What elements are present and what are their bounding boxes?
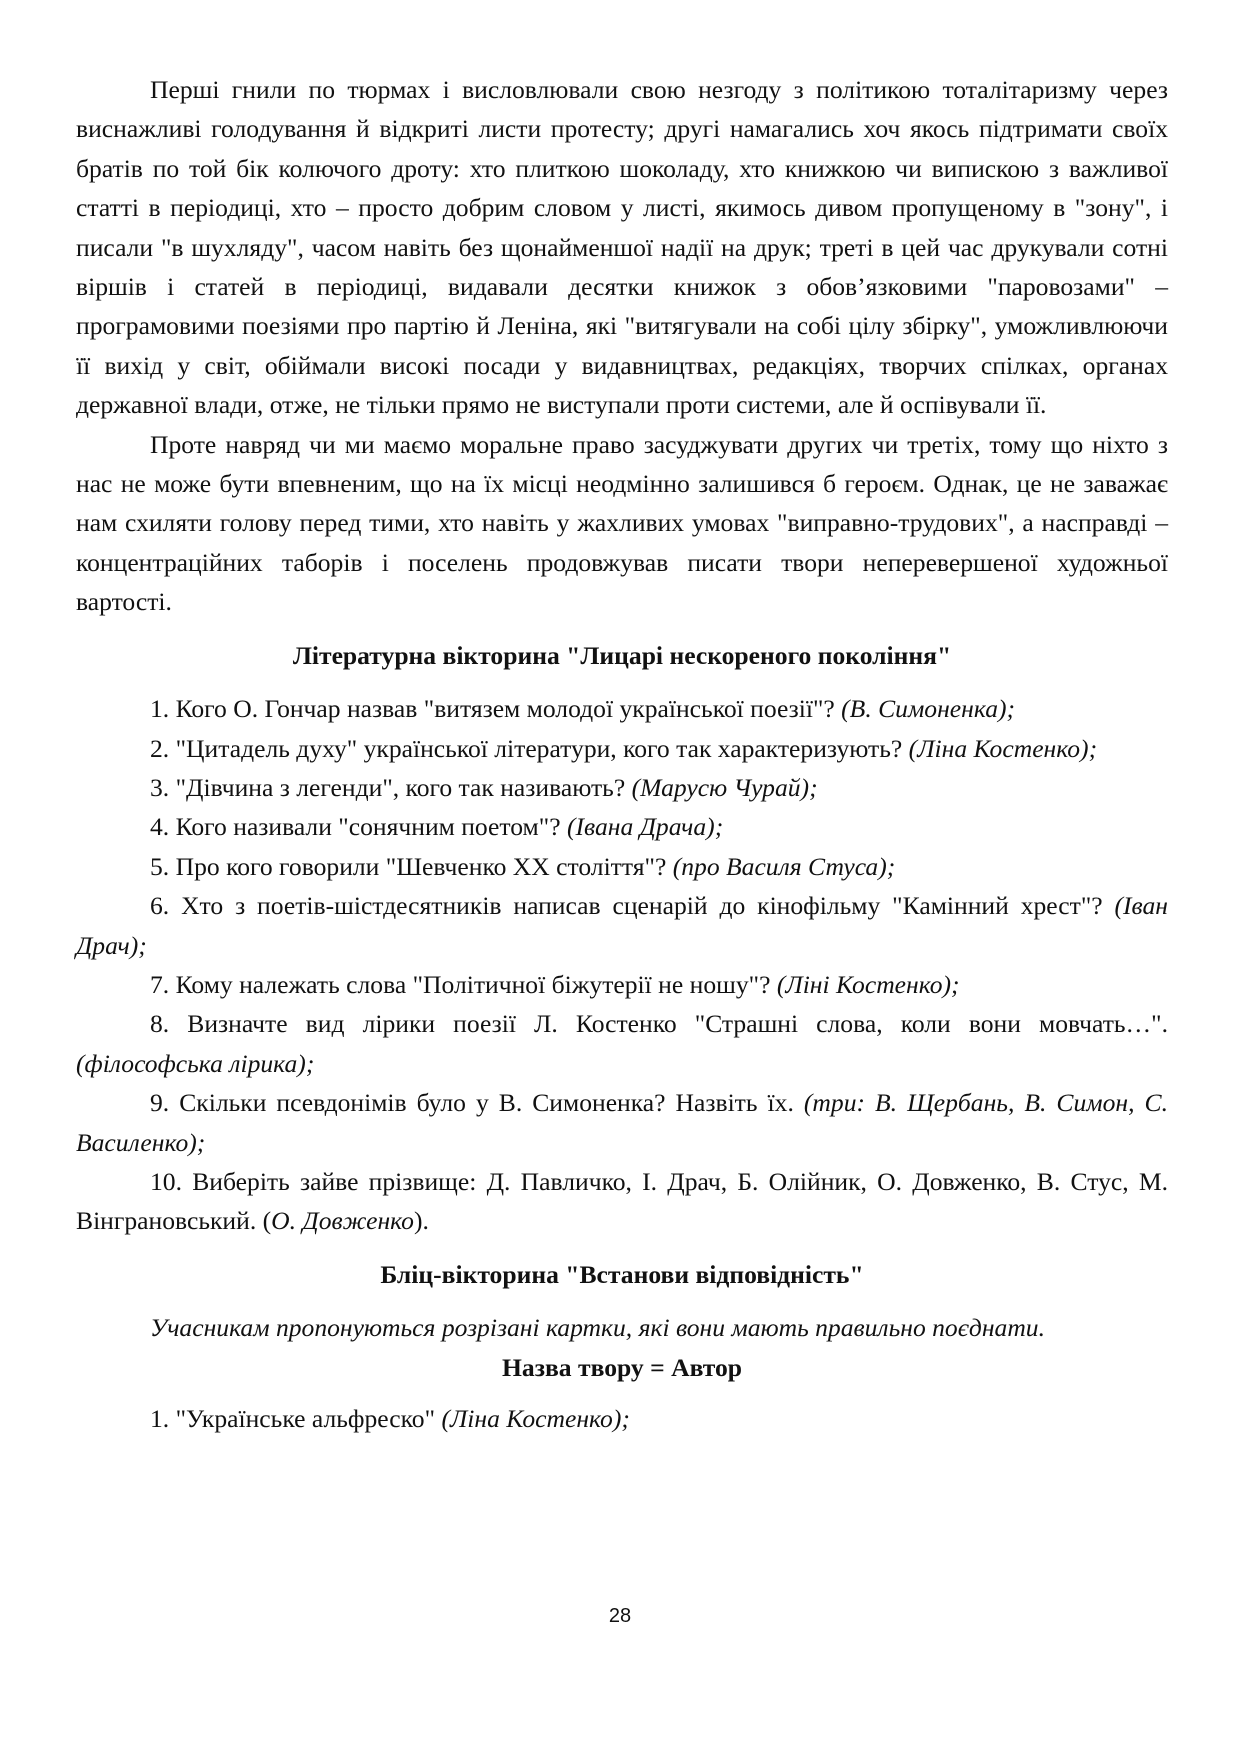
list-item <box>76 847 1168 886</box>
answer-text: (В. Симоненка); <box>841 694 1016 724</box>
list-item <box>76 768 1168 807</box>
list-item <box>76 1399 1168 1438</box>
list-item <box>76 729 1168 768</box>
quiz-1-list <box>76 689 1168 1241</box>
answer-text: (Іван Драч); <box>76 891 1168 960</box>
document-page <box>76 70 1168 1438</box>
list-item <box>76 965 1168 1004</box>
question-text: 3. "Дівчина з легенди", кого так називають? <box>150 772 632 802</box>
question-text: 1. Кого О. Гончар назвав "витязем молодої української поезії"? <box>150 694 842 724</box>
question-text: 2. "Цитадель духу" української літератури, кого так характеризують? <box>150 733 909 763</box>
quiz-2-title: Бліц-вікторина "Встанови відповідність" <box>380 1259 864 1289</box>
list-item <box>76 1083 1168 1162</box>
answer-text: (Івана Драча); <box>566 812 724 842</box>
paragraph-2: Проте навряд чи ми маємо моральне право засуджувати других чи третіх, тому що ніхто з нас не може бути впевненим, що на їх місці неодмінно залишився б героєм. Однак, це не заважає нам схиляти голову перед тими, хто навіть у жахливих умовах "виправно-трудових", а насправді – концентраційних таборів і поселень продовжував писати твори неперевершеної художньої вартості. <box>76 429 1168 617</box>
answer-text: (філософська лірика); <box>76 1048 315 1078</box>
answer-text: О. Довженко <box>271 1206 414 1236</box>
list-item <box>76 1004 1168 1083</box>
quiz-2-intro: Учасникам пропонуються розрізані картки, які вони мають правильно поєднати. <box>150 1313 1046 1343</box>
answer-text: (Ліні Костенко); <box>776 969 960 999</box>
quiz-1-title: Літературна вікторина "Лицарі нескореного покоління" <box>292 640 952 670</box>
list-item <box>76 1162 1168 1241</box>
punctuation: ). <box>413 1206 429 1236</box>
list-item <box>76 689 1168 728</box>
question-text: 5. Про кого говорили "Шевченко XX століття"? <box>150 851 673 881</box>
question-text: 6. Хто з поетів-шістдесятників написав сценарій до кінофільму "Камінний хрест"? <box>150 891 1115 921</box>
answer-text: (Марусю Чурай); <box>631 772 818 802</box>
answer-text: (Ліна Костенко); <box>908 733 1098 763</box>
question-text: 10. Виберіть зайве прізвище: Д. Павличко, І. Драч, Б. Олійник, О. Довженко, В. Стус, М. Вінграновський. ( <box>76 1166 1168 1236</box>
list-item <box>76 886 1168 965</box>
question-text: 9. Скільки псевдонімів було у В. Симоненка? Назвіть їх. <box>150 1088 804 1118</box>
question-text: 1. "Українське альфреско" <box>150 1404 442 1433</box>
paragraph-1: Перші гнили по тюрмах і висловлювали свою незгоду з політикою тоталітаризму через виснажливі голодування й відкриті листи протесту; другі намагались хоч якось підтримати своїх братів по той бік колючого дроту: хто плиткою шоколаду, хто книжкою чи випискою з важливої статті в періодиці, хто – просто добрим словом у листі, якимось дивом пропущеному в "зону", і писали "в шухляду", часом навіть без щонайменшої надії на друк; треті в цей час друкували сотні віршів і статей в періодиці, видавали десятки книжок з обов’язковими "паровозами" – програмовими поезіями про партію й Леніна, які "витягували на собі цілу збірку", уможливлюючи її вихід у світ, обіймали високі посади у видавництвах, редакціях, творчих спілках, органах державної влади, отже, не тільки прямо не виступали проти системи, але й оспівували її. <box>76 75 1168 420</box>
answer-text: (три: В. Щербань, В. Симон, С. Василенко); <box>76 1088 1168 1157</box>
question-text: 8. Визначте вид лірики поезії Л. Костенко "Страшні слова, коли вони мовчать…". <box>150 1009 1168 1039</box>
question-text: 7. Кому належать слова "Політичної біжутерії не ношу"? <box>150 969 777 999</box>
answer-text: (Ліна Костенко); <box>441 1404 630 1433</box>
list-item <box>76 807 1168 846</box>
quiz-2-subtitle: Назва твору = Автор <box>501 1352 743 1382</box>
page-number: 28 <box>608 1605 632 1627</box>
question-text: 4. Кого називали "сонячним поетом"? <box>150 812 567 842</box>
answer-text: (про Василя Стуса); <box>672 851 896 881</box>
